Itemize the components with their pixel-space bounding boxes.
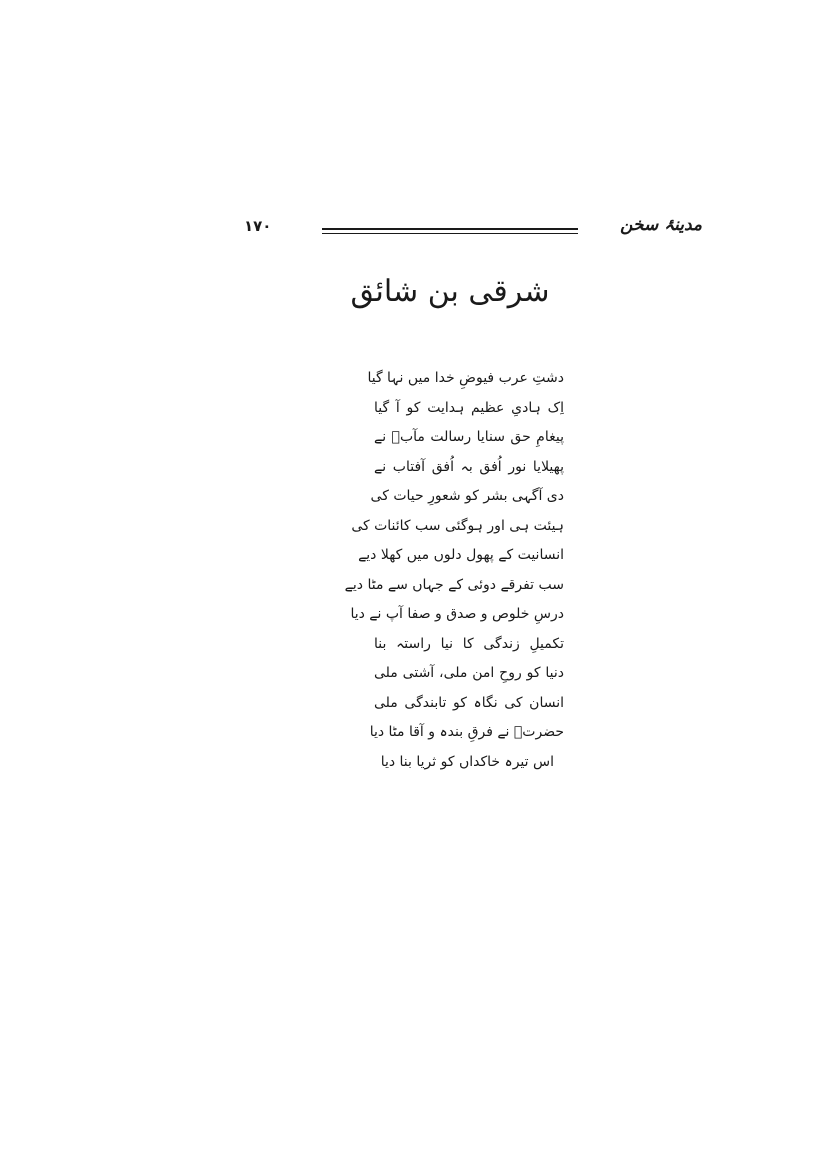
header-divider bbox=[322, 228, 578, 234]
verse-line: پھیلایا نور اُفق بہ اُفق آفتاب نے bbox=[374, 458, 564, 475]
verse-line: سب تفرقے دوئی کے جہاں سے مٹا دیے bbox=[344, 576, 564, 593]
verse-line: پیغامِ حق سنایا رسالت مآبؐ نے bbox=[374, 429, 564, 445]
verse-line: تکمیلِ زندگی کا نیا راستہ بنا bbox=[374, 635, 564, 652]
running-header-book-title: مدینۂ سخن bbox=[620, 215, 702, 235]
verse-line: دنیا کو روحِ امن ملی، آشتی ملی bbox=[374, 665, 564, 681]
verse-line: اِک ہادیِ عظیم ہدایت کو آ گیا bbox=[374, 399, 564, 416]
verse-line: دشتِ عرب فیوضِ خدا میں نہا گیا bbox=[367, 370, 564, 386]
verse-line: انسان کی نگاہ کو تابندگی ملی bbox=[374, 694, 564, 711]
verse-line: درسِ خلوص و صدق و صفا آپ نے دیا bbox=[350, 606, 564, 622]
verse-line: حضرتؐ نے فرقِ بندہ و آقا مٹا دیا bbox=[369, 724, 564, 740]
verse-line: انسانیت کے پھول دلوں میں کھلا دیے bbox=[358, 547, 564, 563]
poem-title: شرقی بن شائق bbox=[350, 274, 550, 309]
poem-body bbox=[344, 364, 564, 777]
verse-line: ہیئت ہی اور ہوگئی سب کائنات کی bbox=[351, 517, 564, 534]
page-number: ۱۷۰ bbox=[244, 217, 272, 235]
verse-line: دی آگہی بشر کو شعورِ حیات کی bbox=[370, 488, 564, 504]
verse-line: اس تیرہ خاکداں کو ثریا بنا دیا bbox=[380, 753, 554, 770]
